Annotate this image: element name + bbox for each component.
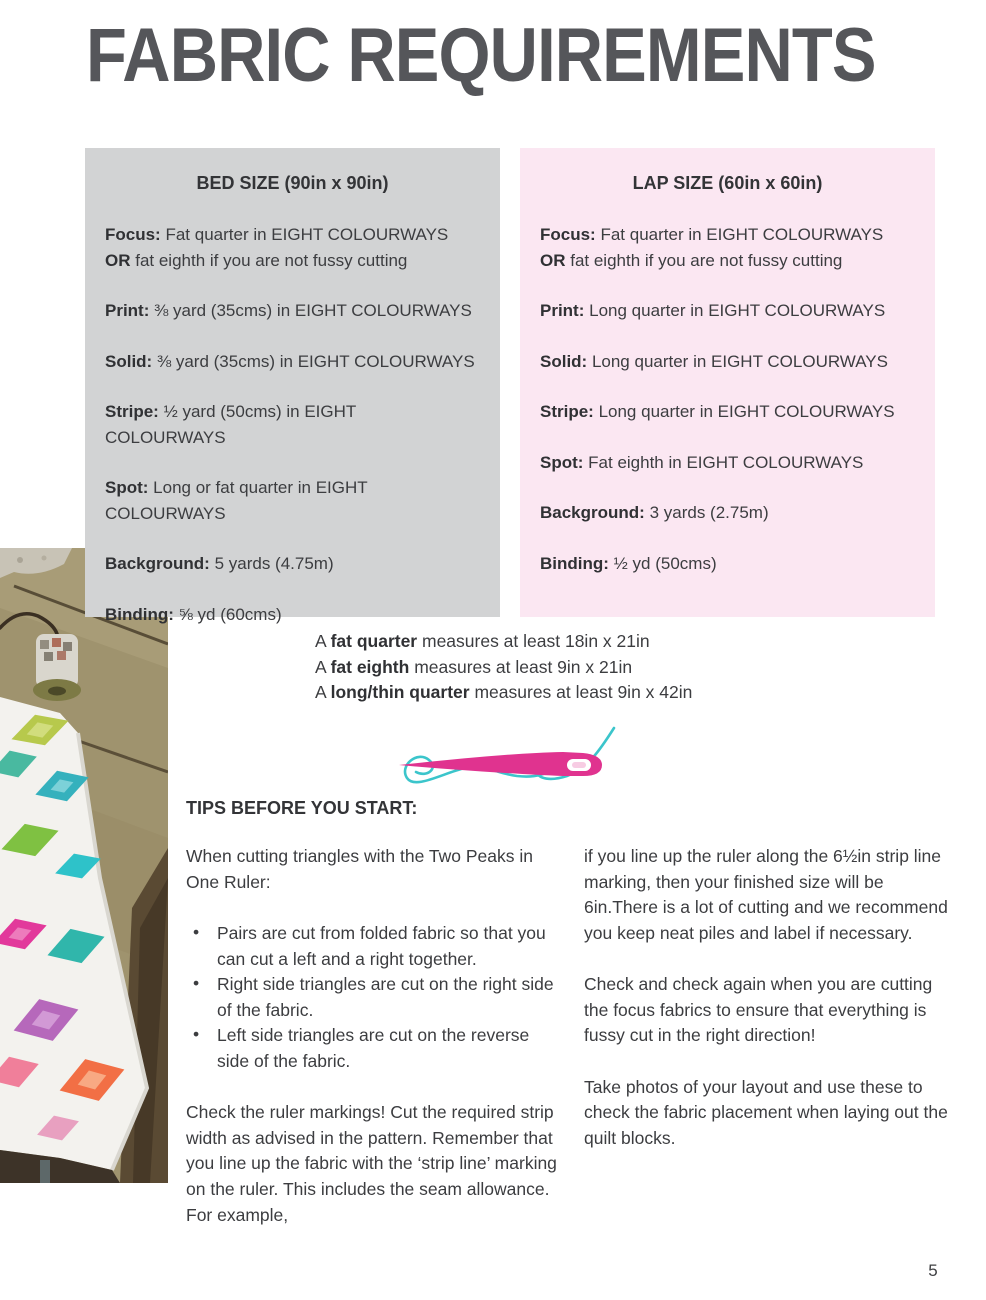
measure-line xyxy=(315,629,692,655)
row-text: ⅜ yard (35cms) in EIGHT COLOURWAYS xyxy=(152,351,475,371)
tips-columns xyxy=(186,844,952,1254)
row-text: Long quarter in EIGHT COLOURWAYS xyxy=(587,351,888,371)
measure-pre: A xyxy=(315,631,331,651)
row-label: Stripe: xyxy=(540,402,594,421)
measure-post: measures at least 9in x 42in xyxy=(469,682,693,703)
row-label: Print: xyxy=(540,301,585,320)
row-text: Fat quarter in EIGHT COLOURWAYS xyxy=(160,225,449,244)
page-number: 5 xyxy=(928,1261,938,1280)
row-text: fat eighth if you are not fussy cutting xyxy=(565,250,843,270)
bed-print-row xyxy=(105,298,480,324)
lap-print-row xyxy=(540,298,915,324)
row-text: ⅜ yard (35cms) in EIGHT COLOURWAYS xyxy=(149,301,472,320)
lap-spot-row xyxy=(540,450,915,476)
row-label: Print: xyxy=(105,301,150,320)
row-text: Fat quarter in EIGHT COLOURWAYS xyxy=(595,225,884,244)
lap-size-header: LAP SIZE (60in x 60in) xyxy=(632,173,823,193)
measure-line xyxy=(315,655,692,681)
row-label: OR xyxy=(540,250,566,270)
bed-size-header: BED SIZE (90in x 90in) xyxy=(196,173,389,193)
row-text: ⅝ yd (60cms) xyxy=(173,604,282,624)
bullet-text: Pairs are cut from folded fabric so that you can cut a left and a right together. xyxy=(217,923,546,969)
row-label: OR xyxy=(105,250,131,270)
lap-stripe-row xyxy=(540,399,915,425)
measure-term: fat eighth xyxy=(330,656,410,677)
lap-binding-row xyxy=(540,551,915,577)
row-label: Solid: xyxy=(540,351,588,371)
row-label: Binding: xyxy=(540,553,609,573)
measures-note xyxy=(315,629,692,706)
row-text: Long quarter in EIGHT COLOURWAYS xyxy=(584,301,886,320)
row-label: Spot: xyxy=(540,452,584,472)
measure-pre: A xyxy=(315,682,331,703)
lap-solid-row xyxy=(540,349,915,375)
page-title: FABRIC REQUIREMENTS xyxy=(86,13,876,98)
row-text: Long or fat quarter in EIGHT COLOURWAYS xyxy=(105,478,368,523)
bullet-dot: • xyxy=(193,973,200,994)
tips-intro: When cutting triangles with the Two Peaks in One Ruler: xyxy=(186,846,533,892)
bed-spot-row xyxy=(105,475,480,526)
measure-pre: A xyxy=(315,656,331,677)
bullet-item xyxy=(186,921,562,972)
row-label: Solid: xyxy=(105,351,153,371)
measure-term: long/thin quarter xyxy=(330,682,470,703)
bed-focus-row xyxy=(105,222,480,273)
quilt-photo xyxy=(0,548,168,1183)
row-label: Focus: xyxy=(105,225,161,244)
row-label: Stripe: xyxy=(105,402,159,421)
tips-bullet-list xyxy=(186,921,562,1074)
row-label: Spot: xyxy=(105,478,149,497)
tips-left-column xyxy=(186,844,562,1254)
tips-heading: TIPS BEFORE YOU START: xyxy=(186,798,418,818)
row-label: Focus: xyxy=(540,225,596,244)
bed-size-box xyxy=(85,148,500,624)
bed-solid-row xyxy=(105,349,480,375)
lap-background-row xyxy=(540,500,915,526)
row-label: Background: xyxy=(540,503,645,522)
tips-paragraph: Check and check again when you are cutting the focus fabrics to ensure that everything is fussy cut in the right direction! xyxy=(584,974,933,1046)
lap-focus-row xyxy=(540,222,915,273)
bed-binding-row xyxy=(105,602,480,628)
row-label: Binding: xyxy=(105,604,174,624)
tips-paragraph: Take photos of your layout and use these to check the fabric placement when laying out the quilt blocks. xyxy=(584,1076,948,1148)
bullet-item xyxy=(186,1023,562,1074)
row-text: fat eighth if you are not fussy cutting xyxy=(130,250,408,270)
bed-background-row xyxy=(105,551,480,577)
row-label: Background: xyxy=(105,554,210,573)
row-text: 5 yards (4.75m) xyxy=(209,554,334,573)
bullet-text: Right side triangles are cut on the right side of the fabric. xyxy=(217,974,554,1020)
bullet-dot: • xyxy=(193,1024,200,1045)
measure-term: fat quarter xyxy=(330,631,418,651)
row-text: ½ yd (50cms) xyxy=(608,553,717,573)
row-text: 3 yards (2.75m) xyxy=(644,503,769,522)
row-text: Fat eighth in EIGHT COLOURWAYS xyxy=(583,452,864,472)
bullet-item xyxy=(186,972,562,1023)
lap-size-box xyxy=(520,148,935,617)
tips-paragraph: if you line up the ruler along the 6½in strip line marking, then your finished size will be 6in.There is a lot of cutting and we recommend you keep neat piles and label if necessary. xyxy=(584,846,948,943)
measure-line xyxy=(315,680,692,706)
bullet-text: Left side triangles are cut on the reverse side of the fabric. xyxy=(217,1025,530,1071)
needle-thread-icon xyxy=(395,720,625,792)
bed-stripe-row xyxy=(105,399,480,450)
row-text: ½ yard (50cms) in EIGHT COLOURWAYS xyxy=(105,402,356,447)
bullet-dot: • xyxy=(193,922,200,943)
measure-post: measures at least 9in x 21in xyxy=(409,656,633,677)
row-text: Long quarter in EIGHT COLOURWAYS xyxy=(593,402,895,421)
tips-right-column xyxy=(584,844,952,1254)
measure-post: measures at least 18in x 21in xyxy=(417,631,650,651)
tips-paragraph: Check the ruler markings! Cut the required strip width as advised in the pattern. Remember that you line up the fabric with the ‘strip line’ marking on the ruler. This includes the seam allowance. For example, xyxy=(186,1102,557,1225)
quilt-photo-illustration xyxy=(0,548,168,1183)
